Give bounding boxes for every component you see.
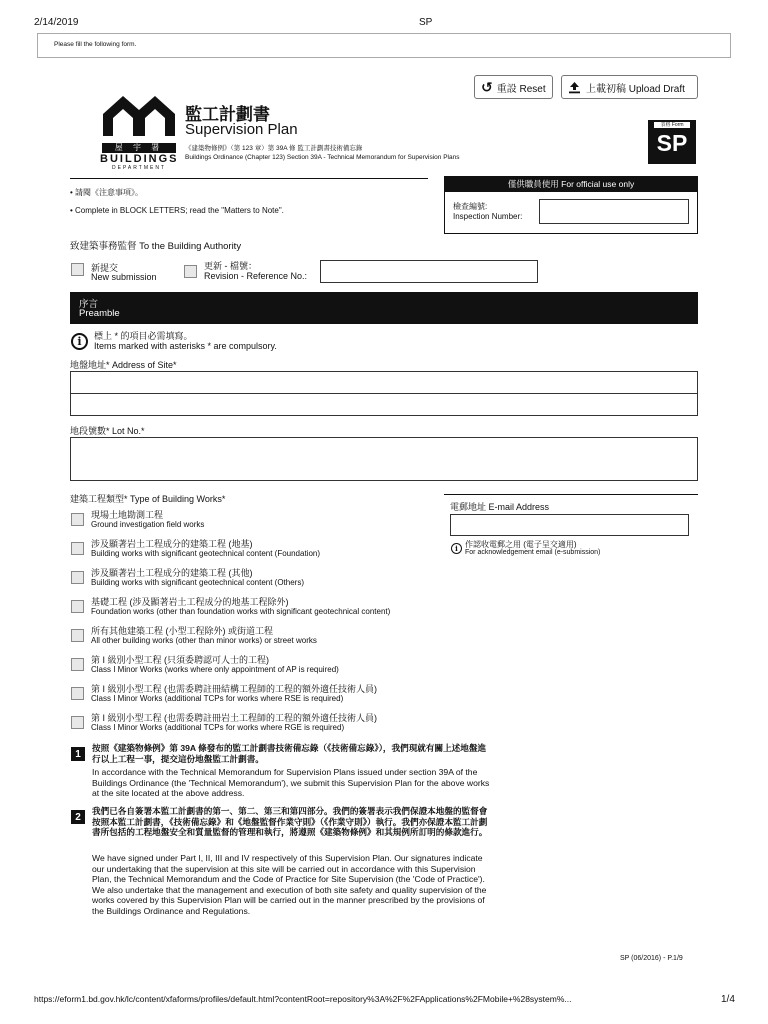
works-item-7-en: Class I Minor Works (additional TCPs for works where RSE is required) xyxy=(91,694,344,703)
email-input[interactable] xyxy=(450,514,689,536)
works-type-label: 建築工程類型* Type of Building Works* xyxy=(70,494,226,504)
info-icon: i xyxy=(71,333,88,350)
revision-label-en: Revision - Reference No.: xyxy=(204,271,308,281)
works-checkbox-8[interactable] xyxy=(71,716,84,729)
inspection-label-cn: 檢查編號: xyxy=(453,202,488,211)
works-item-6-cn: 第 I 級別小型工程 (只須委聘認可人士的工程) xyxy=(91,655,269,665)
declaration-2-cn: 我們已各自簽署本監工計劃書的第一、第二、第三和第四部分。我們的簽署表示我們保證本地盤的監督會按照本監工計劃書，《技術備忘錄》和《地盤監督作業守則》（《作業守則》）執行。我們亦保證本監工計劃書所包括的工程地盤安全和質量監督的管理和執行，將遵照《建築物條例》和其規例所訂明的條款進行。 xyxy=(92,806,488,838)
preamble-header xyxy=(70,292,698,324)
logo-dept: DEPARTMENT xyxy=(112,165,166,171)
works-checkbox-4[interactable] xyxy=(71,600,84,613)
works-item-8-cn: 第 I 級別小型工程 (也需委聘註冊岩土工程師的工程的額外適任技術人員) xyxy=(91,713,377,723)
preamble-title-cn: 序言 xyxy=(79,299,99,310)
works-item-5-en: All other building works (other than minor works) or street works xyxy=(91,636,317,645)
works-checkbox-1[interactable] xyxy=(71,513,84,526)
works-checkbox-6[interactable] xyxy=(71,658,84,671)
authority-heading: 致建築事務監督 To the Building Authority xyxy=(70,241,242,252)
instructions-en: • Complete in BLOCK LETTERS; read the "Matters to Note". xyxy=(70,206,284,215)
works-checkbox-7[interactable] xyxy=(71,687,84,700)
lot-number-input[interactable] xyxy=(70,437,698,481)
upload-draft-button[interactable] xyxy=(561,75,698,99)
lot-number-label: 地段號數* Lot No.* xyxy=(70,426,145,436)
works-item-7-cn: 第 I 級別小型工程 (也需委聘註冊結構工程師的工程的額外適任技術人員) xyxy=(91,684,377,694)
declaration-1-number: 1 xyxy=(71,747,85,761)
reset-icon: ↺ xyxy=(481,78,493,95)
inspection-label-en: Inspection Number: xyxy=(453,212,523,221)
new-submission-label-en: New submission xyxy=(91,272,157,282)
email-note-cn: 作認收電郵之用 (電子呈交適用) xyxy=(465,540,577,549)
logo-en: BUILDINGS xyxy=(100,153,179,165)
works-item-1-cn: 現場土地勘測工程 xyxy=(91,510,164,520)
works-item-6-en: Class I Minor Works (works where only appointment of AP is required) xyxy=(91,665,339,674)
instructions-cn: • 請閱《注意事項》。 xyxy=(70,188,144,197)
buildings-department-logo xyxy=(100,92,179,171)
revision-checkbox[interactable] xyxy=(184,265,197,278)
declaration-2-en: We have signed under Part I, II, III and IV respectively of this Supervision Plan. Our signatures indicate our undertaking that the supervision at this site will be carried out in accordance with this Supervision Plan, the Technical Memorandum and the Code of Practice for Site Supervision (the 'Code of Practice'). We also undertake that the management and execution of both site safety and quality supervision of the works covered by this Supervision Plan will be carried out in the manner prescribed by the provisions of the Buildings Ordinance and Regulations. xyxy=(92,853,487,916)
works-item-2-cn: 涉及顯著岩土工程成分的建築工程 (地基) xyxy=(91,539,253,549)
works-item-5-cn: 所有其他建築工程 (小型工程除外) 或街道工程 xyxy=(91,626,273,636)
page-reference: SP (06/2016) - P.1/9 xyxy=(620,955,683,962)
form-tag: 表格 Form xyxy=(654,122,690,128)
official-use-box xyxy=(444,176,698,234)
print-title: SP xyxy=(419,17,433,28)
official-use-header: 僅供職員使用 For official use only xyxy=(445,177,697,192)
compulsory-note-cn: 標上 * 的項目必需填寫。 xyxy=(94,331,193,341)
form-code-badge xyxy=(648,120,696,164)
site-address-label: 地盤地址* Address of Site* xyxy=(70,360,177,370)
works-item-3-en: Building works with significant geotechnical content (Others) xyxy=(91,578,304,587)
subtitle-en: Buildings Ordinance (Chapter 123) Section 39A - Technical Memorandum for Supervision Plans xyxy=(185,154,460,161)
print-page-count: 1/4 xyxy=(721,994,735,1005)
compulsory-note-en: Items marked with asterisks * are compulsory. xyxy=(94,341,277,351)
notice-text: Please fill the following form. xyxy=(54,41,137,48)
email-label: 電郵地址 E-mail Address xyxy=(450,502,550,512)
reset-button[interactable] xyxy=(474,75,553,99)
works-item-2-en: Building works with significant geotechnical content (Foundation) xyxy=(91,549,321,558)
declaration-2-number: 2 xyxy=(71,810,85,824)
declaration-1-en: In accordance with the Technical Memorandum for Supervision Plans issued under section 39A of the Buildings Ordinance (the 'Technical Memorandum'), we submit this Supervision Plan for the above works at the site located at the above address. xyxy=(92,767,490,799)
works-item-4-cn: 基礎工程 (涉及顯著岩土工程成分的地基工程除外) xyxy=(91,597,289,607)
new-submission-checkbox[interactable] xyxy=(71,263,84,276)
email-section xyxy=(444,494,698,564)
preamble-title-en: Preamble xyxy=(79,308,120,319)
works-item-3-cn: 涉及顯著岩土工程成分的建築工程 (其他) xyxy=(91,568,253,578)
form-code: SP xyxy=(656,130,688,156)
print-url: https://eform1.bd.gov.hk/lc/content/xfaforms/profiles/default.html?contentRoot=repository%3A%2F%2FApplications%2FMobile+%28system%... xyxy=(34,994,572,1004)
works-checkbox-2[interactable] xyxy=(71,542,84,555)
site-address-line2-input[interactable] xyxy=(70,393,698,416)
instructions-divider xyxy=(70,178,428,179)
works-checkbox-3[interactable] xyxy=(71,571,84,584)
logo-cn: 屋 宇 署 xyxy=(102,143,176,153)
notice-bar xyxy=(37,33,731,58)
subtitle-cn: 《建築物條例》（第 123 章）第 39A 條 監工計劃書技術備忘錄 xyxy=(185,145,363,152)
site-address-line1-input[interactable] xyxy=(70,371,698,394)
house-logo-icon xyxy=(100,92,178,138)
reference-number-input[interactable] xyxy=(320,260,538,283)
upload-label: 上載初稿 Upload Draft xyxy=(586,83,685,95)
works-item-4-en: Foundation works (other than foundation works with significant geotechnical content) xyxy=(91,607,391,616)
print-date: 2/14/2019 xyxy=(34,17,79,28)
revision-label-cn: 更新 - 檔號： xyxy=(204,261,257,271)
inspection-number-input[interactable] xyxy=(539,199,689,224)
upload-icon xyxy=(568,81,581,94)
title-cn: 監工計劃書 xyxy=(185,105,270,124)
email-note-en: For acknowledgement email (e-submission) xyxy=(465,549,601,556)
title-en: Supervision Plan xyxy=(185,121,298,138)
works-checkbox-5[interactable] xyxy=(71,629,84,642)
works-item-8-en: Class I Minor Works (additional TCPs for works where RGE is required) xyxy=(91,723,345,732)
email-info-icon: i xyxy=(451,543,462,554)
works-item-1-en: Ground investigation field works xyxy=(91,520,205,529)
declaration-1-cn: 按照《建築物條例》第 39A 條發布的監工計劃書技術備忘錄（《技術備忘錄》），我們現就有關上述地盤進行以上工程一事，提交這份地盤監工計劃書。 xyxy=(92,743,487,764)
reset-label: 重設 Reset xyxy=(496,83,546,95)
new-submission-label-cn: 新提交 xyxy=(91,263,119,273)
